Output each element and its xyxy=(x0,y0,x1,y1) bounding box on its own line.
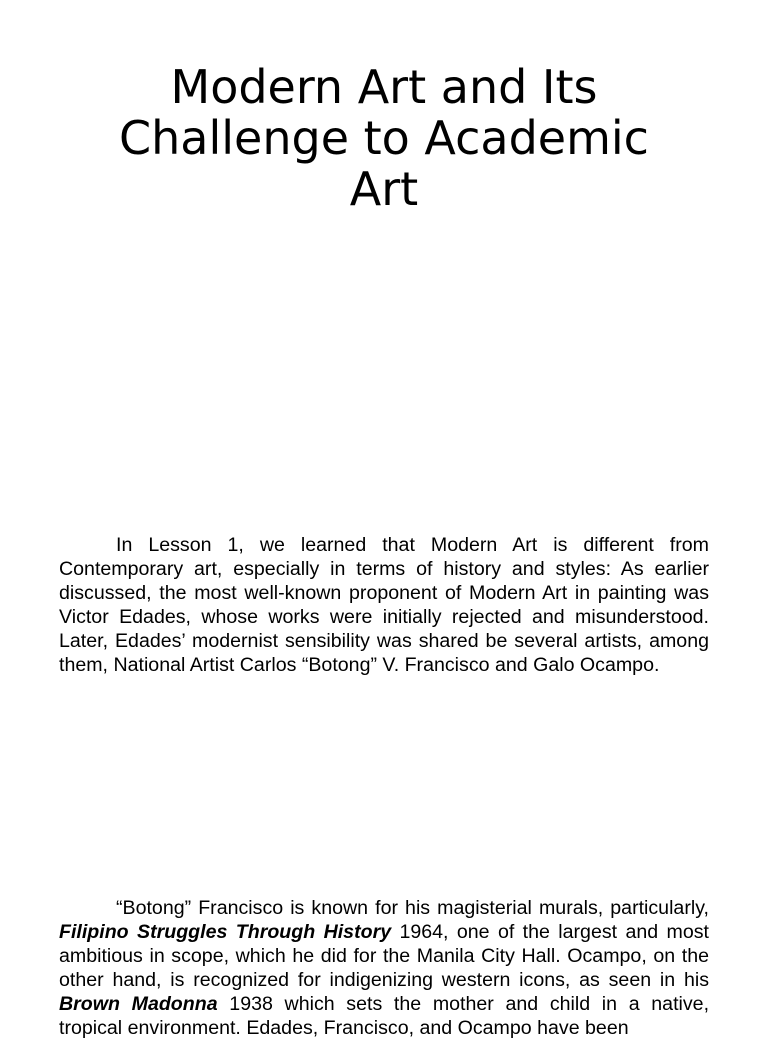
paragraph-2-text-2: 1964, one of the largest and most ambitious in scope, which he did for the Manila City Hall. Ocampo, on the other hand, is recognized for indigenizing western icons, as seen in his xyxy=(59,921,709,991)
artwork-title-filipino-struggles: Filipino Struggles Through History xyxy=(59,921,392,943)
paragraph-botong-francisco xyxy=(59,896,709,1040)
document-title xyxy=(60,62,708,215)
paragraph-2-text-3: 1938 which sets the mother and child in a native, tropical environment. Edades, Francisco, and Ocampo have been xyxy=(59,993,710,1039)
title-line-2: Challenge to Academic xyxy=(119,111,649,165)
title-line-1: Modern Art and Its xyxy=(170,60,598,114)
artwork-title-brown-madonna: Brown Madonna xyxy=(59,993,218,1015)
paragraph-modern-art-lesson: In Lesson 1, we learned that Modern Art is different from Contemporary art, especially in terms of history and styles: As earlier discussed, the most well-known proponent of Modern Art in painting was Victor Edades, whose works were initially rejected and misunderstood. Later, Edades’ modernist sensibility was shared be several artists, among them, National Artist Carlos “Botong” V. Francisco and Galo Ocampo. xyxy=(59,534,709,676)
title-line-3: Art xyxy=(349,162,419,216)
paragraph-2-text-1: “Botong” Francisco is known for his magisterial murals, particularly, xyxy=(116,897,709,919)
